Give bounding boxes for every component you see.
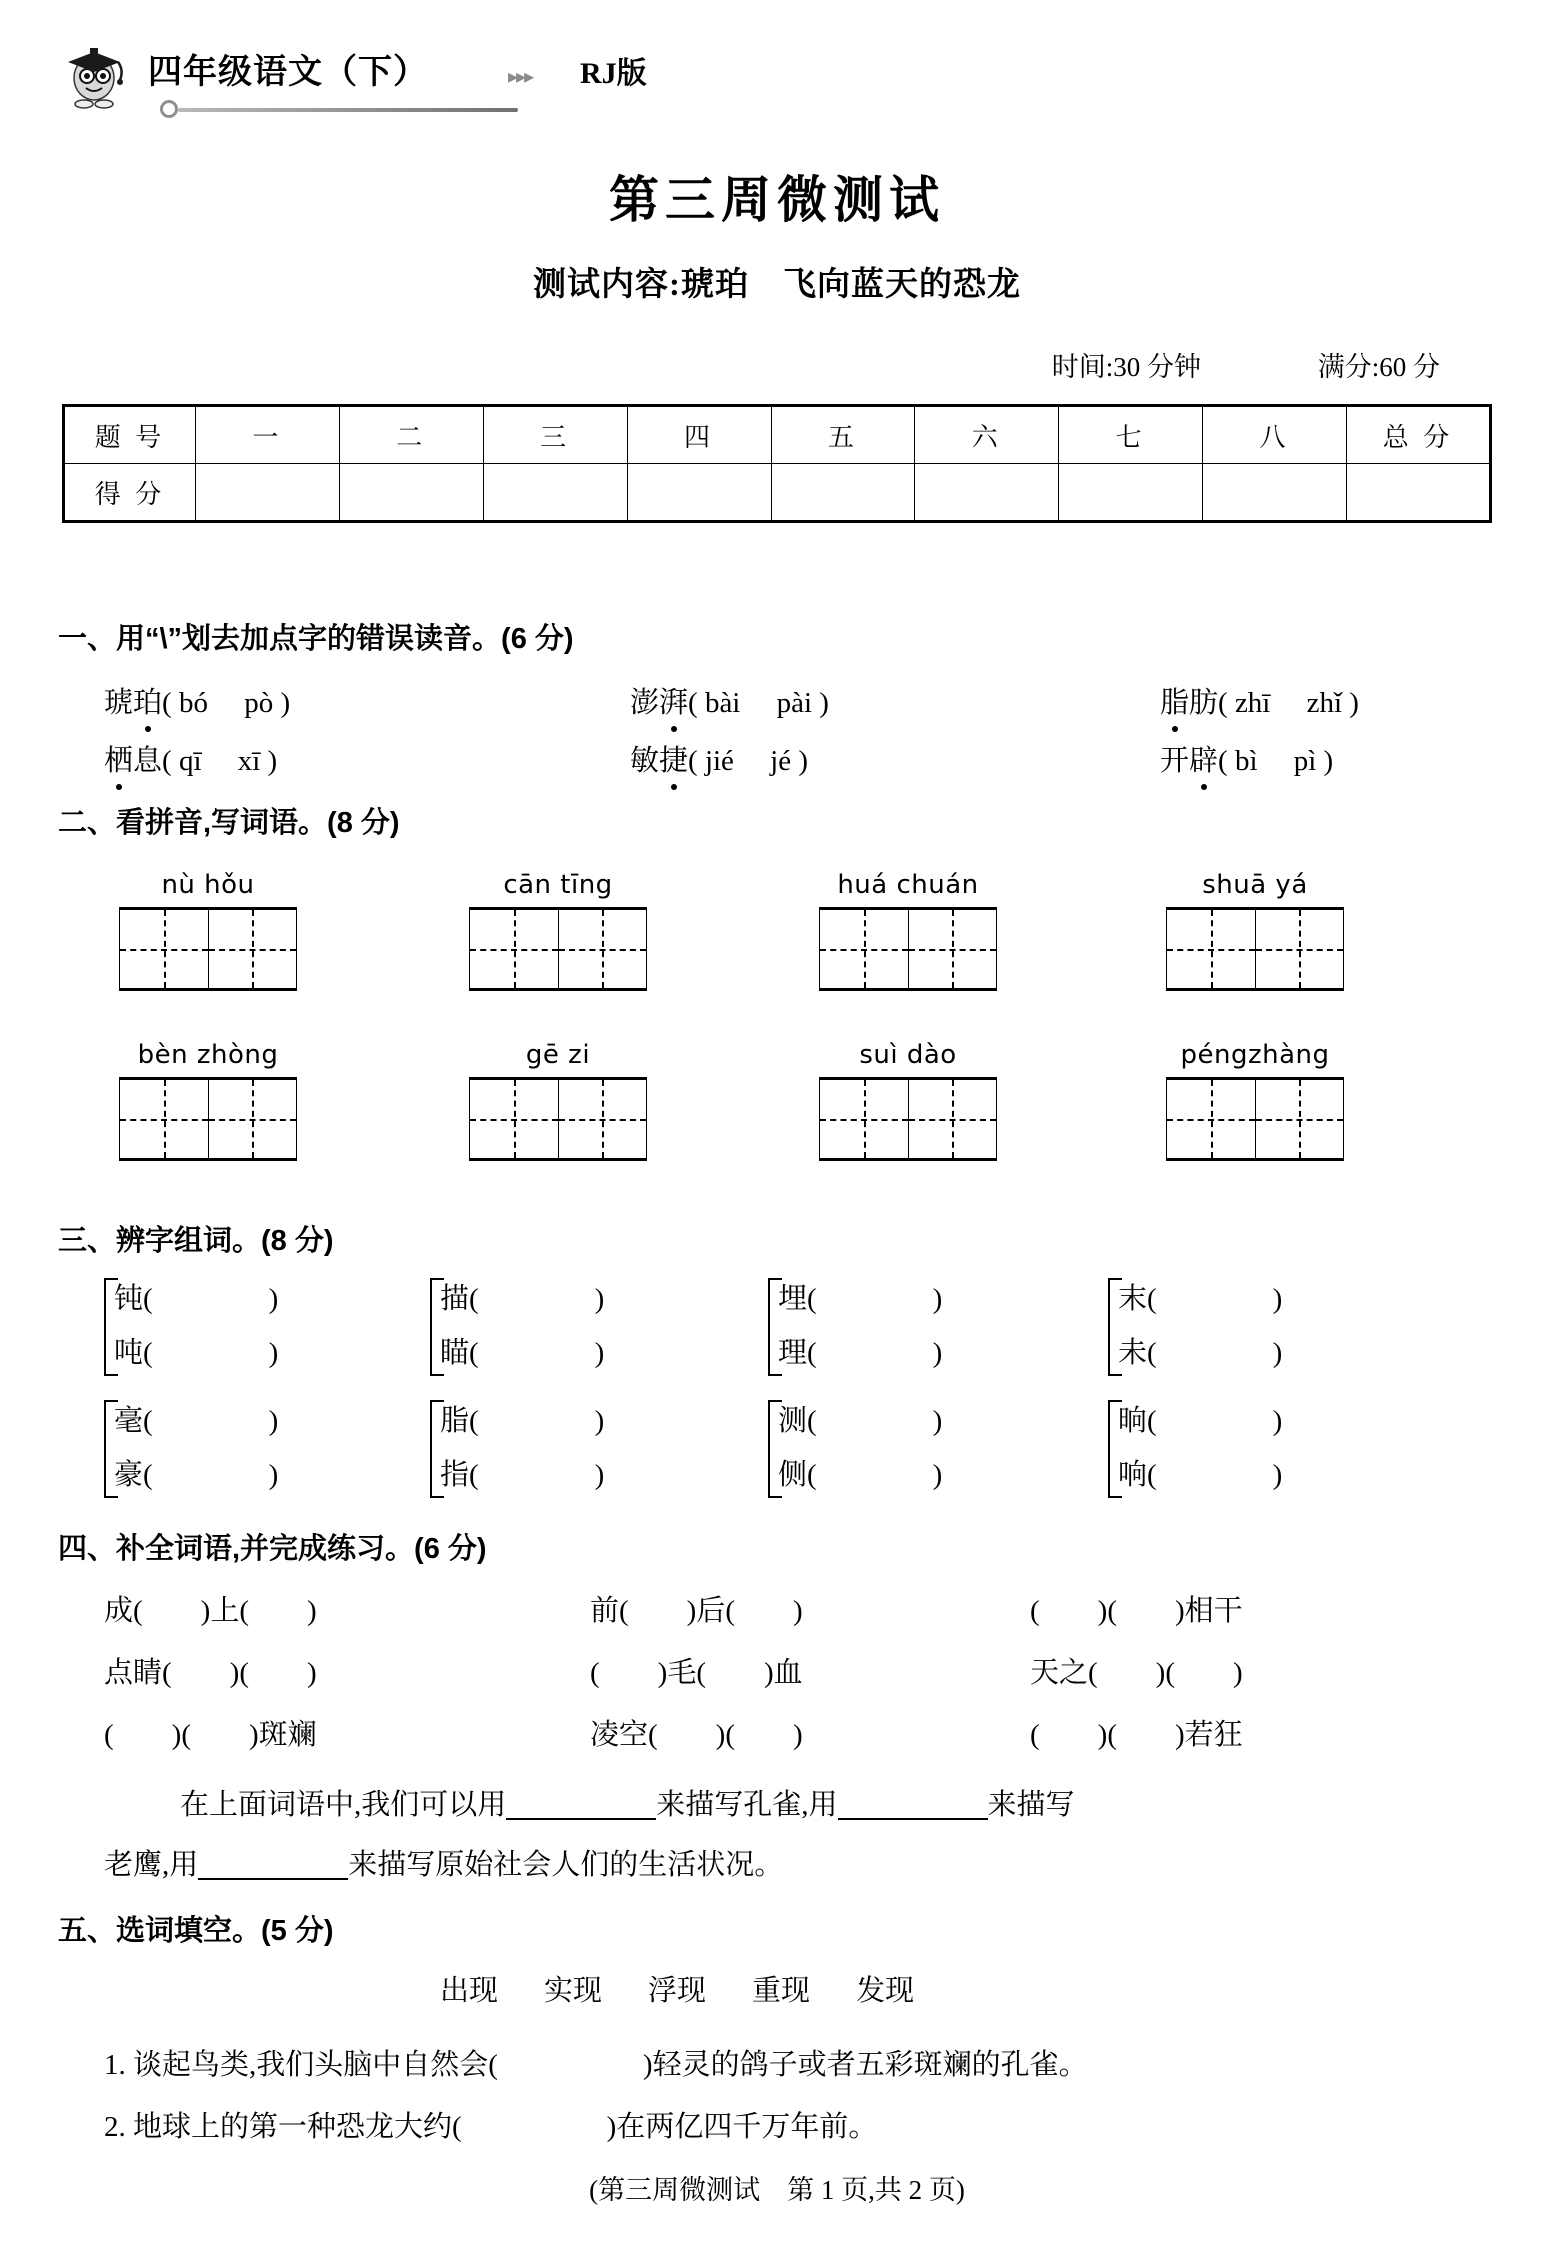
- page-header: [60, 42, 1500, 120]
- tianzige-grid[interactable]: [469, 1077, 647, 1161]
- word-bank-item-1[interactable]: 出现: [440, 1975, 499, 2007]
- header-divider: [178, 108, 518, 112]
- tianzige-grid[interactable]: [819, 1077, 997, 1161]
- word-text: 开: [1160, 745, 1190, 777]
- header-edition: RJ版: [580, 57, 647, 90]
- score-cell-3[interactable]: [483, 464, 627, 522]
- pinyin-label: nù hǒu: [161, 870, 255, 900]
- word-text: 琥: [104, 687, 134, 719]
- pinyin-options: ( bì pì ): [1218, 745, 1334, 777]
- table-row: [64, 464, 1491, 522]
- followup-text-a: 在上面词语中,我们可以用: [180, 1789, 507, 1821]
- pinyin-label: gē zi: [525, 1040, 591, 1070]
- grid-cell[interactable]: [120, 910, 208, 988]
- tianzige-grid[interactable]: [1166, 1077, 1344, 1161]
- dotted-char: 珀: [133, 680, 162, 721]
- word-bank-item-4[interactable]: 重现: [752, 1975, 811, 2007]
- page-subtitle: 测试内容:琥珀 飞向蓝天的恐龙: [533, 267, 1021, 303]
- write-word-box-8[interactable]: [1155, 1040, 1355, 1161]
- pinyin-choice-item-1[interactable]: [104, 680, 290, 721]
- write-word-box-6[interactable]: [458, 1040, 658, 1161]
- pinyin-choice-item-2[interactable]: [630, 680, 829, 721]
- dotted-char: 湃: [659, 680, 688, 721]
- section-2-heading: 二、看拼音,写词语。(8 分): [58, 807, 400, 839]
- idiom-blank-2[interactable]: 前( )后( ): [590, 1595, 803, 1627]
- idiom-blank-1[interactable]: 成( )上( ): [104, 1595, 317, 1627]
- pinyin-choice-item-6[interactable]: [1160, 738, 1333, 779]
- score-table-row-label: 得 分: [64, 464, 196, 522]
- word-bank-item-2[interactable]: 实现: [544, 1975, 603, 2007]
- char-pair-top[interactable]: 测( ): [778, 1405, 943, 1437]
- page-title: 第三周微测试: [609, 172, 945, 228]
- tianzige-grid[interactable]: [469, 907, 647, 991]
- pinyin-label: suì dào: [859, 1040, 957, 1070]
- pinyin-label: péngzhàng: [1180, 1040, 1330, 1070]
- grid-cell[interactable]: [208, 910, 297, 988]
- graduate-mascot-icon: [60, 42, 132, 114]
- char-pair-top[interactable]: 钝( ): [114, 1283, 279, 1315]
- pinyin-options: ( bó pò ): [162, 687, 291, 719]
- char-pair-bottom[interactable]: 理( ): [778, 1337, 943, 1369]
- char-pair-top[interactable]: 晌( ): [1118, 1405, 1283, 1437]
- char-pair-bottom[interactable]: 响( ): [1118, 1459, 1283, 1491]
- section-4-heading: 四、补全词语,并完成练习。(6 分): [58, 1533, 487, 1565]
- char-pair-bottom[interactable]: 瞄( ): [440, 1337, 605, 1369]
- followup-text-e: 来描写原始社会人们的生活状况。: [348, 1849, 784, 1881]
- pinyin-choice-item-5[interactable]: [630, 738, 808, 779]
- section-4-followup-line-2: [104, 1842, 783, 1883]
- header-subject: 四年级语文（下）: [148, 53, 428, 91]
- dotted-char: 捷: [659, 738, 688, 779]
- idiom-blank-8[interactable]: 凌空( )( ): [590, 1719, 803, 1751]
- grid-cell[interactable]: [908, 1080, 997, 1158]
- pinyin-options: ( zhī zhǐ ): [1218, 687, 1359, 719]
- grid-cell[interactable]: [558, 1080, 647, 1158]
- section-3-heading: 三、辨字组词。(8 分): [58, 1225, 334, 1257]
- grid-cell[interactable]: [1255, 1080, 1344, 1158]
- grid-cell[interactable]: [120, 1080, 208, 1158]
- write-word-box-2[interactable]: [458, 870, 658, 991]
- score-table-row-label: 题 号: [64, 406, 196, 464]
- idiom-blank-3[interactable]: ( )( )相干: [1030, 1595, 1243, 1627]
- score-cell-2[interactable]: [339, 464, 483, 522]
- pinyin-label: bèn zhòng: [137, 1040, 279, 1070]
- grid-cell[interactable]: [820, 1080, 908, 1158]
- grid-cell[interactable]: [1167, 1080, 1255, 1158]
- write-word-box-7[interactable]: [808, 1040, 1008, 1161]
- score-table-col-1: 一: [196, 406, 340, 464]
- char-pair-top[interactable]: 描( ): [440, 1283, 605, 1315]
- word-text: 肪: [1189, 687, 1219, 719]
- pinyin-options: ( qī xī ): [162, 745, 278, 777]
- section-5-heading: 五、选词填空。(5 分): [58, 1915, 334, 1947]
- char-pair-bottom[interactable]: 侧( ): [778, 1459, 943, 1491]
- word-bank: [440, 1968, 914, 2009]
- pinyin-choice-item-3[interactable]: [1160, 680, 1359, 721]
- word-text: 敏: [630, 745, 660, 777]
- section-1-heading: 一、用“\”划去加点字的错误读音。(6 分): [58, 623, 574, 655]
- word-bank-item-5[interactable]: 发现: [856, 1975, 915, 2007]
- char-pair-bottom[interactable]: 指( ): [440, 1459, 605, 1491]
- char-pair-bottom[interactable]: 吨( ): [114, 1337, 279, 1369]
- score-table-col-5: 五: [771, 406, 915, 464]
- tianzige-grid[interactable]: [119, 1077, 297, 1161]
- idiom-blank-7[interactable]: ( )( )斑斓: [104, 1719, 317, 1751]
- grid-cell[interactable]: [558, 910, 647, 988]
- table-row: [64, 406, 1491, 464]
- tianzige-grid[interactable]: [119, 907, 297, 991]
- pinyin-options: ( bài pài ): [688, 687, 829, 719]
- score-table: [62, 404, 1492, 523]
- chevrons-right-icon: ▸▸▸: [508, 64, 533, 88]
- pinyin-options: ( jié jé ): [688, 745, 809, 777]
- dotted-char: 脂: [1160, 680, 1189, 721]
- grid-cell[interactable]: [1167, 910, 1255, 988]
- answer-blank[interactable]: [506, 1790, 656, 1820]
- score-table-col-3: 三: [483, 406, 627, 464]
- idiom-blank-6[interactable]: 天之( )( ): [1030, 1657, 1243, 1689]
- followup-text-c: 来描写: [987, 1789, 1075, 1821]
- exam-time: 时间:30 分钟: [1051, 352, 1201, 382]
- score-cell-4[interactable]: [627, 464, 771, 522]
- score-cell-5[interactable]: [771, 464, 915, 522]
- pinyin-label: huá chuán: [837, 870, 979, 900]
- score-cell-8[interactable]: [1203, 464, 1347, 522]
- pinyin-choice-item-4[interactable]: [104, 738, 277, 779]
- grid-cell[interactable]: [208, 1080, 297, 1158]
- write-word-box-3[interactable]: [808, 870, 1008, 991]
- score-table-col-6: 六: [915, 406, 1059, 464]
- score-cell-6[interactable]: [915, 464, 1059, 522]
- grid-cell[interactable]: [470, 910, 558, 988]
- score-table-col-total: 总 分: [1347, 406, 1491, 464]
- dotted-char: 辟: [1189, 738, 1218, 779]
- score-cell-7[interactable]: [1059, 464, 1203, 522]
- grid-cell[interactable]: [470, 1080, 558, 1158]
- write-word-box-5[interactable]: [108, 1040, 308, 1161]
- score-table-col-7: 七: [1059, 406, 1203, 464]
- char-pair-bottom[interactable]: 未( ): [1118, 1337, 1283, 1369]
- section-5-question-1[interactable]: 1. 谈起鸟类,我们头脑中自然会( )轻灵的鸽子或者五彩斑斓的孔雀。: [104, 2049, 1088, 2081]
- followup-text-b: 来描写孔雀,用: [656, 1789, 838, 1821]
- answer-blank[interactable]: [838, 1790, 988, 1820]
- idiom-blank-4[interactable]: 点睛( )( ): [104, 1657, 317, 1689]
- idiom-blank-9[interactable]: ( )( )若狂: [1030, 1719, 1243, 1751]
- write-word-box-1[interactable]: [108, 870, 308, 991]
- score-table-col-4: 四: [627, 406, 771, 464]
- word-text: 息: [133, 745, 163, 777]
- answer-blank[interactable]: [198, 1850, 348, 1880]
- pinyin-label: cān tīng: [503, 870, 613, 900]
- char-pair-top[interactable]: 毫( ): [114, 1405, 279, 1437]
- section-5-question-2[interactable]: 2. 地球上的第一种恐龙大约( )在两亿四千万年前。: [104, 2111, 878, 2143]
- char-pair-bottom[interactable]: 豪( ): [114, 1459, 279, 1491]
- tianzige-grid[interactable]: [1166, 907, 1344, 991]
- header-bullet-icon: [160, 100, 178, 118]
- score-cell-1[interactable]: [196, 464, 340, 522]
- grid-cell[interactable]: [1255, 910, 1344, 988]
- dotted-char: 栖: [104, 738, 133, 779]
- score-cell-total[interactable]: [1347, 464, 1491, 522]
- grid-cell[interactable]: [908, 910, 997, 988]
- exam-total-score: 满分:60 分: [1317, 352, 1440, 382]
- page-footer: (第三周微测试 第 1 页,共 2 页): [589, 2175, 965, 2205]
- idiom-blank-5[interactable]: ( )毛( )血: [590, 1657, 803, 1689]
- pinyin-label: shuā yá: [1202, 870, 1308, 900]
- grid-cell[interactable]: [820, 910, 908, 988]
- write-word-box-4[interactable]: [1155, 870, 1355, 991]
- followup-text-d: 老鹰,用: [104, 1849, 199, 1881]
- exam-meta: [0, 345, 1500, 384]
- section-4-followup-line-1: [180, 1782, 1075, 1823]
- word-bank-item-3[interactable]: 浮现: [648, 1975, 707, 2007]
- char-pair-top[interactable]: 末( ): [1118, 1283, 1283, 1315]
- score-table-col-8: 八: [1203, 406, 1347, 464]
- word-text: 澎: [630, 687, 660, 719]
- char-pair-top[interactable]: 脂( ): [440, 1405, 605, 1437]
- score-table-col-2: 二: [339, 406, 483, 464]
- tianzige-grid[interactable]: [819, 907, 997, 991]
- char-pair-top[interactable]: 埋( ): [778, 1283, 943, 1315]
